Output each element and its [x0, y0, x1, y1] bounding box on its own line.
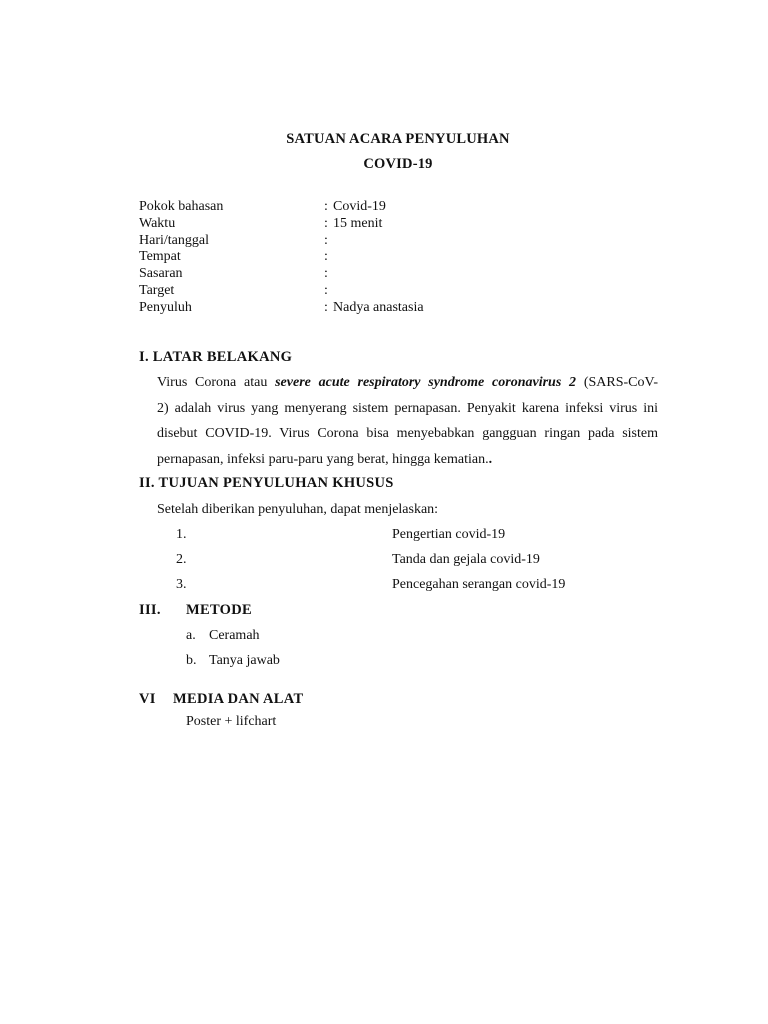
info-separator: : [324, 283, 328, 298]
paragraph-end-mark: . [488, 452, 493, 467]
info-label: Tempat [139, 249, 181, 264]
media-text: Poster + lifchart [186, 714, 277, 729]
list-number: 1. [176, 527, 187, 542]
info-label: Waktu [139, 216, 176, 231]
paragraph-line: disebut COVID-19. Virus Corona bisa menyebabkan gangguan ringan pada sistem [157, 426, 658, 441]
section-number: VI [139, 691, 156, 707]
info-separator: : [324, 199, 328, 214]
paragraph-text: pernapasan, infeksi paru-paru yang berat, hingga kematian. [157, 452, 489, 467]
info-label: Target [139, 283, 175, 298]
list-item: Tanya jawab [209, 653, 280, 668]
info-label: Penyuluh [139, 300, 192, 315]
info-label: Sasaran [139, 266, 183, 281]
list-letter: a. [186, 628, 196, 643]
section-heading-latar-belakang: I. LATAR BELAKANG [139, 349, 293, 365]
info-separator: : [324, 216, 328, 231]
section-heading-metode: METODE [186, 602, 252, 618]
paragraph-line [157, 374, 658, 391]
list-item: Pengertian covid-19 [392, 527, 506, 542]
list-item: Pencegahan serangan covid-19 [392, 577, 566, 592]
document-subtitle: COVID-19 [363, 156, 433, 172]
list-number: 2. [176, 552, 187, 567]
paragraph-emphasis: severe acute respiratory syndrome coronavirus 2 [275, 375, 577, 390]
info-value: Covid-19 [333, 199, 386, 214]
info-separator: : [324, 233, 328, 248]
paragraph-text: (SARS-CoV- [576, 375, 658, 390]
info-separator: : [324, 249, 328, 264]
list-item: Ceramah [209, 628, 260, 643]
list-number: 3. [176, 577, 187, 592]
list-letter: b. [186, 653, 197, 668]
section-number: III. [139, 602, 161, 618]
info-value: 15 menit [333, 216, 383, 231]
info-value: Nadya anastasia [333, 300, 424, 315]
info-separator: : [324, 266, 328, 281]
paragraph-text: Virus Corona atau [157, 375, 276, 390]
info-separator: : [324, 300, 328, 315]
section-heading-media: MEDIA DAN ALAT [173, 691, 304, 707]
info-label: Hari/tanggal [139, 233, 209, 248]
section-heading-tujuan: II. TUJUAN PENYULUHAN KHUSUS [139, 475, 394, 491]
section-intro: Setelah diberikan penyuluhan, dapat menjelaskan: [157, 502, 439, 517]
list-item: Tanda dan gejala covid-19 [392, 552, 540, 567]
paragraph-line: 2) adalah virus yang menyerang sistem pernapasan. Penyakit karena infeksi virus ini [157, 401, 658, 416]
info-label: Pokok bahasan [139, 199, 224, 214]
document-title: SATUAN ACARA PENYULUHAN [286, 131, 510, 147]
paragraph-line [157, 451, 658, 468]
